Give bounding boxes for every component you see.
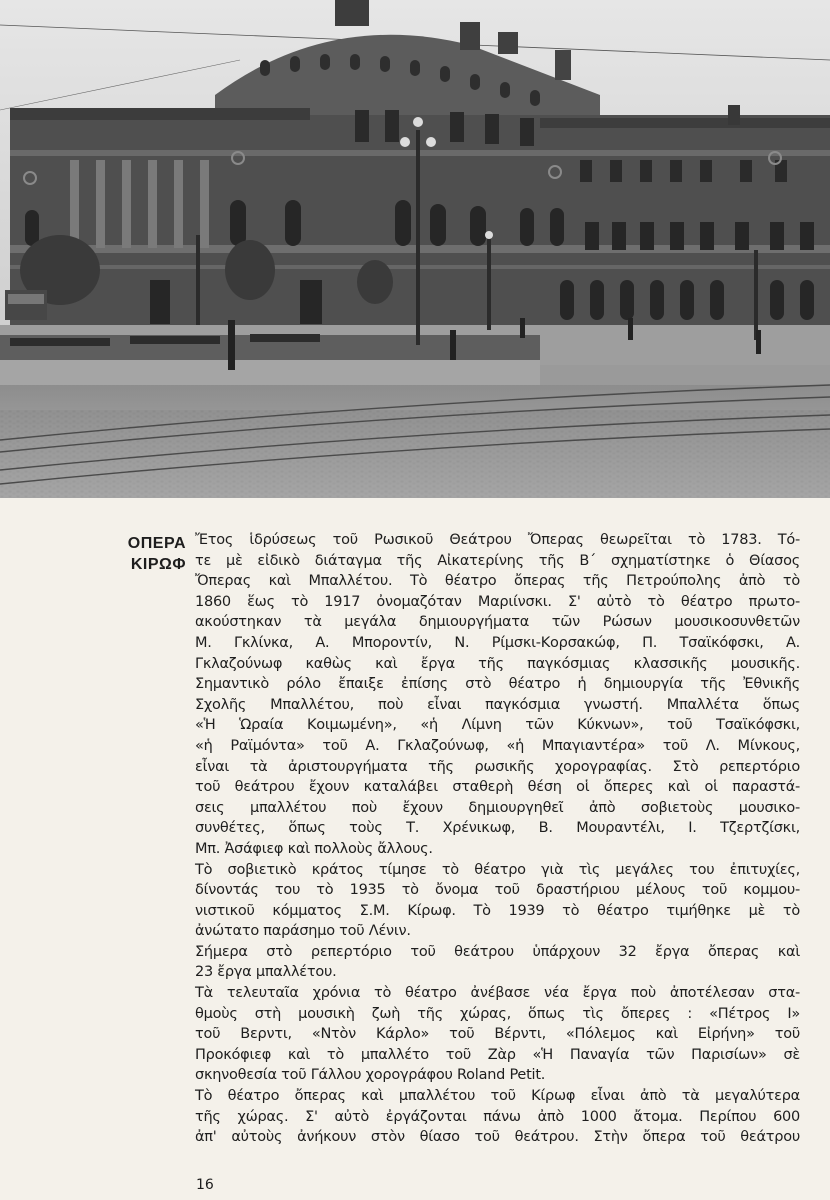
text-line: νιστικοῦ κόμματος Σ.Μ. Κίρωφ. Τὸ 1939 τὸ θέατρο τιμήθηκε μὲ τὸ — [195, 902, 800, 919]
text-line: σεις μπαλλέτου ποὺ ἔχουν δημιουργηθεῖ ἀπὸ σοβιετοὺς μουσικο- — [195, 799, 800, 816]
text-line: εἶναι τὰ ἀριστουργήματα τῆς ρωσικῆς χορογραφίας. Στὸ ρεπερτόριο — [195, 758, 800, 775]
text-line: Ὄπερας καὶ Μπαλλέτου. Τὸ θέατρο ὄπερας τῆς Πετρούπολης ἀπὸ τὸ — [195, 573, 800, 590]
section-title-line1: ΟΠΕΡΑ — [127, 535, 186, 552]
text-line: Τὸ θέατρο ὄπερας καὶ μπαλλέτου τοῦ Κίρωφ εἶναι ἀπὸ τὰ μεγαλύτερα — [195, 1088, 800, 1105]
text-line: Γκλαζούνωφ καθὼς καὶ ἔργα τῆς παγκόσμιας κλασσικῆς μουσικῆς. — [195, 655, 800, 672]
page-number: 16 — [196, 1177, 214, 1193]
text-line: Προκόφιεφ καὶ τὸ μπαλλέτο τοῦ Ζὰρ «Ἡ Παναγία τῶν Παρισίων» σὲ — [195, 1046, 800, 1063]
text-line: Σήμερα στὸ ρεπερτόριο τοῦ θεάτρου ὑπάρχουν 32 ἔργα ὄπερας καὶ — [195, 943, 800, 960]
text-line: Σχολῆς Μπαλλέτου, ποὺ εἶναι παγκόσμια γνωστή. Μπαλλέτα ὅπως — [195, 696, 800, 713]
text-line: Μ. Γκλίνκα, Α. Μποροντίν, Ν. Ρίμσκι-Κορσακώφ, Π. Τσαϊκόφσκι, Α. — [195, 634, 800, 651]
text-line: τῆς χώρας. Σ' αὐτὸ ἐργάζονται πάνω ἀπὸ 1000 ἄτομα. Περίπου 600 — [195, 1108, 800, 1125]
text-line: 23 ἔργα μπαλλέτου. — [195, 964, 337, 981]
section-title-line2: ΚΙΡΩΦ — [130, 555, 186, 573]
text-line: Μπ. Ἀσάφιεφ καὶ πολλοὺς ἄλλους. — [195, 840, 433, 857]
text-line: ἀνώτατο παράσημο τοῦ Λένιν. — [195, 923, 411, 940]
text-line: τε μὲ εἰδικὸ διάταγμα τῆς Αἰκατερίνης τῆς Β΄ σχηματίστηκε ὁ Θίασος — [195, 552, 800, 569]
text-line: «Ἡ Ὡραία Κοιμωμένη», «ἡ Λίμνη τῶν Κύκνων», τοῦ Τσαϊκόφσκι, — [195, 717, 800, 734]
text-line: Τὰ τελευταῖα χρόνια τὸ θέατρο ἀνέβασε νέα ἔργα ποὺ ἀποτέλεσαν στα- — [195, 985, 800, 1002]
text-line: συνθέτες, ὅπως τοὺς Τ. Χρένικωφ, Β. Μουραντέλι, Ι. Τζερτζίσκι, — [195, 820, 800, 837]
text-line: θμοὺς στὴ μουσικὴ ζωὴ τῆς χώρας, ὅπως τὶς ὄπερες : «Πέτρος Ι» — [195, 1005, 800, 1022]
text-line: Ἔτος ἱδρύσεως τοῦ Ρωσικοῦ Θεάτρου Ὄπερας θεωρεῖται τὸ 1783. Τό- — [195, 532, 800, 548]
text-line: ἀπ' αὐτοὺς ἀνήκουν στὸν θίασο τοῦ θεάτρου. Στὴν ὄπερα τοῦ θεάτρου — [195, 1129, 800, 1146]
text-line: τοῦ Βερντι, «Ντὸν Κάρλο» τοῦ Βέρντι, «Πόλεμος καὶ Εἰρήνη» τοῦ — [195, 1026, 800, 1043]
text-line: 1860 ἕως τὸ 1917 ὀνομαζόταν Μαριίνσκι. Σ' αὐτὸ τὸ θέατρο πρωτο- — [195, 593, 800, 610]
text-line: Σημαντικὸ ρόλο ἔπαιξε ἐπίσης στὸ θέατρο ἡ δημιουργία τῆς Ἐθνικῆς — [195, 676, 800, 693]
article-body — [195, 530, 800, 1148]
theatre-photo — [0, 0, 830, 498]
text-line: σκηνοθεσία τοῦ Γάλλου χορογράφου Roland Petit. — [195, 1067, 546, 1084]
text-line: «ἡ Ραϊμόντα» τοῦ Α. Γκλαζούνωφ, «ἡ Μπαγιαντέρα» τοῦ Λ. Μίνκους, — [195, 737, 800, 754]
section-title — [108, 534, 186, 575]
text-line: ακούστηκαν τὰ μεγάλα δημιουργήματα τῶν Ρώσων μουσικοσυνθετῶν — [195, 614, 800, 631]
text-line: τοῦ θεάτρου ἔχουν καταλάβει σταθερὴ θέση οἱ ὄπερες καὶ οἱ παραστά- — [195, 779, 800, 796]
text-line: Τὸ σοβιετικὸ κράτος τίμησε τὸ θέατρο γιὰ τὶς μεγάλες του ἐπιτυχίες, — [195, 861, 800, 878]
text-line: δίνοντάς του τὸ 1935 τὸ ὄνομα τοῦ δραστήριου μέλους τοῦ κομμου- — [195, 882, 800, 899]
